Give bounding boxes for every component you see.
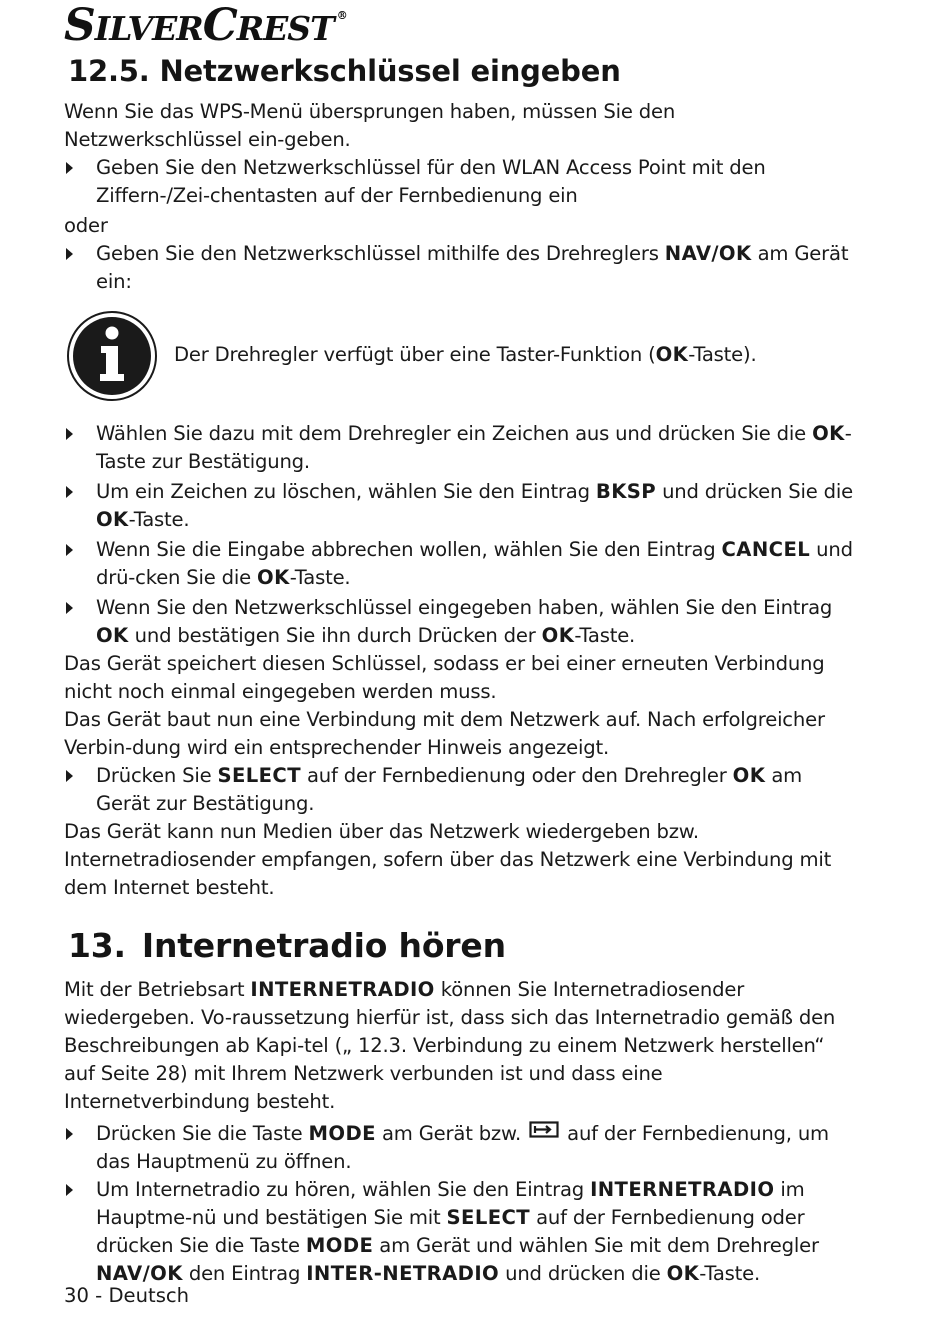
list-item: Wählen Sie dazu mit dem Drehregler ein Zeichen aus und drücken Sie die OK-Taste zur Bestätigung. <box>64 420 854 476</box>
paragraph: Das Gerät speichert diesen Schlüssel, sodass er bei einer erneuten Verbindung nicht noch einmal eingegeben werden muss. <box>64 652 825 703</box>
info-icon <box>66 310 158 402</box>
info-note <box>64 310 854 406</box>
triangle-bullet-icon <box>66 486 73 498</box>
paragraph: Das Gerät kann nun Medien über das Netzwerk wiedergeben bzw. Internetradiosender empfangen, sofern über das Netzwerk eine Verbindung mit dem Internet besteht. <box>64 820 832 899</box>
paragraph: Wenn Sie das WPS-Menü übersprungen haben, müssen Sie den Netzwerkschlüssel ein-geben. <box>64 100 676 151</box>
page-footer: 30 - Deutsch <box>64 1284 190 1307</box>
paragraph: Mit der Betriebsart INTERNETRADIO können Sie Internetradiosender wiedergeben. Vo-raussetzung hierfür ist, dass sich das Internetradio gemäß den Beschreibungen ab Kapi-tel („ 12.3. Verbindung zu einem Netzwerk herstellen“ auf Seite 28) mit Ihrem Netzwerk verbunden ist und dass eine Internetverbindung besteht. <box>64 978 836 1113</box>
list-item: Wenn Sie den Netzwerkschlüssel eingegeben haben, wählen Sie den Eintrag OK und bestätigen Sie ihn durch Drücken der OK-Taste. <box>64 594 854 650</box>
page-content <box>64 52 854 1288</box>
list-item: Geben Sie den Netzwerkschlüssel mithilfe des Drehreglers NAV/OK am Gerät ein: <box>64 240 854 296</box>
triangle-bullet-icon <box>66 248 73 260</box>
triangle-bullet-icon <box>66 770 73 782</box>
triangle-bullet-icon <box>66 544 73 556</box>
triangle-bullet-icon <box>66 1184 73 1196</box>
list-item: Drücken Sie SELECT auf der Fernbedienung oder den Drehregler OK am Gerät zur Bestätigung. <box>64 762 854 818</box>
mode-remote-icon <box>529 1121 559 1143</box>
list-item: Drücken Sie die Taste MODE am Gerät bzw. auf der Fernbedienung, um das Hauptmenü zu öffnen. <box>64 1120 854 1176</box>
triangle-bullet-icon <box>66 428 73 440</box>
info-text: Der Drehregler verfügt über eine Taster-Funktion (OK-Taste). <box>174 343 757 366</box>
paragraph: oder <box>64 214 108 237</box>
list-item: Wenn Sie die Eingabe abbrechen wollen, wählen Sie den Eintrag CANCEL und drü-cken Sie die OK-Taste. <box>64 536 854 592</box>
triangle-bullet-icon <box>66 1128 73 1140</box>
paragraph: Das Gerät baut nun eine Verbindung mit dem Netzwerk auf. Nach erfolgreicher Verbin-dung wird ein entsprechender Hinweis angezeigt. <box>64 708 825 759</box>
triangle-bullet-icon <box>66 162 73 174</box>
triangle-bullet-icon <box>66 602 73 614</box>
list-item: Um Internetradio zu hören, wählen Sie den Eintrag INTERNETRADIO im Hauptme-nü und bestätigen Sie mit SELECT auf der Fernbedienung oder drücken Sie die Taste MODE am Gerät und wählen Sie mit dem Drehregler NAV/OK den Eintrag INTER-NETRADIO und drücken die OK-Taste. <box>64 1176 854 1288</box>
list-item: Geben Sie den Netzwerkschlüssel für den WLAN Access Point mit den Ziffern-/Zei-chentasten auf der Fernbedienung ein <box>64 154 854 210</box>
section-heading-12-5: 12.5. Netzwerkschlüssel eingeben <box>68 54 621 88</box>
section-heading-13: 13. Internetradio hören <box>68 926 506 965</box>
list-item: Um ein Zeichen zu löschen, wählen Sie den Eintrag BKSP und drücken Sie die OK-Taste. <box>64 478 854 534</box>
silvercrest-logo: SILVERCREST ® <box>64 0 347 51</box>
